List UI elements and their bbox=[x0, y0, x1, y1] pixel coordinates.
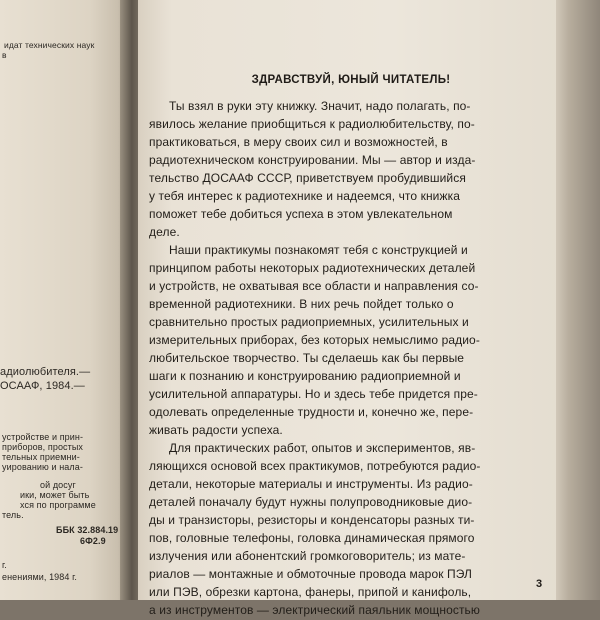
text-line: излучения или абонентский громкоговоритель; из мате- bbox=[149, 549, 466, 563]
page-title: ЗДРАВСТВУЙ, ЮНЫЙ ЧИТАТЕЛЬ! bbox=[251, 74, 451, 86]
left-line: в bbox=[2, 50, 7, 60]
text-line: тельство ДОСААФ СССР, приветствуем пробудившийся bbox=[149, 171, 466, 185]
left-line: ой досуг bbox=[40, 480, 76, 490]
left-line: ОСААФ, 1984.— bbox=[0, 380, 85, 392]
left-page bbox=[0, 0, 128, 600]
left-line: енениями, 1984 г. bbox=[2, 572, 77, 582]
text-line: Наши практикумы познакомят тебя с конструкцией и bbox=[169, 243, 468, 257]
left-line: устройстве и прин- bbox=[2, 432, 84, 442]
text-line: деле. bbox=[149, 225, 180, 239]
text-line: шаги к познанию и конструированию радиоприемной и bbox=[149, 369, 461, 383]
text-line: ды и транзисторы, резисторы и конденсаторы разных ти- bbox=[149, 513, 475, 527]
text-line: детали, некоторые материалы и инструменты. Из радио- bbox=[149, 477, 473, 491]
text-line: одолевать определенные трудности и, конечно же, пере- bbox=[149, 405, 474, 419]
text-line: усилительной аппаратуры. Но и здесь тебе придется пре- bbox=[149, 387, 478, 401]
text-line: любительское творчество. Ты сделаешь как бы первые bbox=[149, 351, 465, 365]
left-line: хся по программе bbox=[20, 500, 96, 510]
page-number: 3 bbox=[536, 578, 543, 590]
left-line: ББК 32.884.19 bbox=[56, 525, 119, 535]
text-line: измерительных приборах, без которых немыслимо радио- bbox=[149, 333, 480, 347]
text-line: Ты взял в руки эту книжку. Значит, надо полагать, по- bbox=[169, 99, 471, 113]
left-line: г. bbox=[2, 560, 7, 570]
text-line: риалов — монтажные и обмоточные провода марок ПЭЛ bbox=[149, 567, 473, 581]
text-line: деталей поначалу будут нужны полупроводниковые дио- bbox=[149, 495, 473, 509]
text-line: у тебя интерес к радиотехнике и надеемся, что книжка bbox=[149, 189, 460, 203]
text-line: поможет тебе добиться успеха в этом увлекательном bbox=[149, 207, 453, 221]
text-line: принципом работы некоторых радиотехнических деталей bbox=[149, 261, 476, 275]
left-line: ики, может быть bbox=[20, 490, 90, 500]
text-line: а из инструментов — электрический паяльник мощностью bbox=[149, 603, 480, 617]
left-line: тельных приемни- bbox=[2, 452, 80, 462]
text-line: сравнительно простых радиоприемных, усилительных и bbox=[149, 315, 469, 329]
left-line: 6Ф2.9 bbox=[80, 536, 106, 546]
text-line: живать радости успеха. bbox=[149, 423, 283, 437]
text-line: практиковаться, в меру своих сил и возможностей, в bbox=[149, 135, 448, 149]
text-line: ляющихся основой всех практикумов, потребуются радио- bbox=[149, 459, 481, 473]
body-text bbox=[149, 98, 537, 620]
text-line: Для практических работ, опытов и экспериментов, яв- bbox=[169, 441, 476, 455]
left-line: тель. bbox=[2, 510, 24, 520]
left-line: идат технических наук bbox=[4, 40, 95, 50]
left-line: адиолюбителя.— bbox=[0, 366, 91, 378]
left-line: уированию и нала- bbox=[2, 462, 83, 472]
page-edge bbox=[556, 0, 600, 600]
text-line: радиотехническом конструировании. Мы — автор и изда- bbox=[149, 153, 476, 167]
text-line: временной радиотехники. В них речь пойдет только о bbox=[149, 297, 454, 311]
text-line: явилось желание приобщиться к радиолюбительству, по- bbox=[149, 117, 475, 131]
text-line: пов, головные телефоны, головка динамическая прямого bbox=[149, 531, 475, 545]
left-line: приборов, простых bbox=[2, 442, 84, 452]
text-line: или ПЭВ, обрезки картона, фанеры, припой и канифоль, bbox=[149, 585, 472, 599]
text-line: и устройств, не охватывая все области и направления со- bbox=[149, 279, 479, 293]
